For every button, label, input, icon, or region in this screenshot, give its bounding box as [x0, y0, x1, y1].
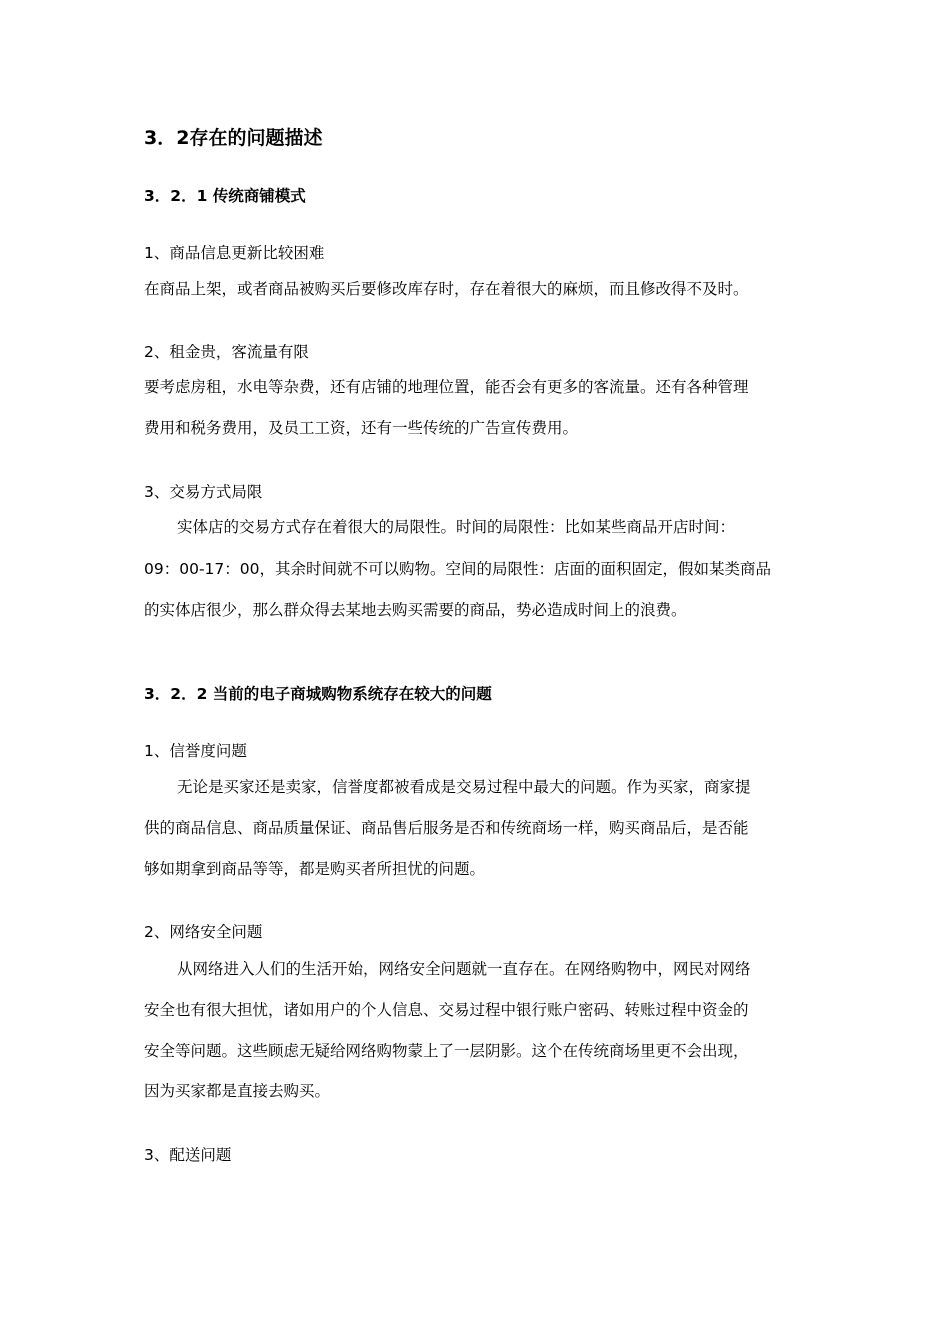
item-heading: 2、租金贵，客流量有限	[144, 343, 309, 361]
paragraph-line: 安全等问题。这些顾虑无疑给网络购物蒙上了一层阴影。这个在传统商场里更不会出现，	[144, 1042, 749, 1060]
subsection-title: 3．2．2 当前的电子商城购物系统存在较大的问题	[144, 685, 492, 703]
paragraph-line: 从网络进入人们的生活开始，网络安全问题就一直存在。在网络购物中，网民对网络	[177, 960, 751, 978]
item-heading: 3、配送问题	[144, 1146, 232, 1164]
item-heading: 1、信誉度问题	[144, 742, 247, 760]
paragraph-line: 无论是买家还是卖家，信誉度都被看成是交易过程中最大的问题。作为买家，商家提	[177, 778, 751, 796]
section-title: 3．2存在的问题描述	[144, 127, 323, 149]
item-heading: 2、网络安全问题	[144, 923, 263, 941]
paragraph-line: 实体店的交易方式存在着很大的局限性。时间的局限性：比如某些商品开店时间：	[177, 518, 736, 536]
paragraph-line: 要考虑房租，水电等杂费，还有店铺的地理位置，能否会有更多的客流量。还有各种管理	[144, 378, 749, 396]
item-heading: 3、交易方式局限	[144, 483, 263, 501]
subsection-title: 3．2．1 传统商铺模式	[144, 187, 306, 205]
paragraph-line: 费用和税务费用，及员工工资，还有一些传统的广告宣传费用。	[144, 419, 579, 437]
paragraph-line: 够如期拿到商品等等，都是购买者所担忧的问题。	[144, 860, 486, 878]
paragraph-line: 安全也有很大担忧，诸如用户的个人信息、交易过程中银行账户密码、转账过程中资金的	[144, 1001, 749, 1019]
paragraph-line: 09：00-17：00，其余时间就不可以购物。空间的局限性：店面的面积固定，假如某类商品	[144, 560, 771, 578]
paragraph-line: 的实体店很少，那么群众得去某地去购买需要的商品，势必造成时间上的浪费。	[144, 601, 687, 619]
paragraph-line: 供的商品信息、商品质量保证、商品售后服务是否和传统商场一样，购买商品后，是否能	[144, 819, 749, 837]
paragraph-line: 在商品上架，或者商品被购买后要修改库存时，存在着很大的麻烦，而且修改得不及时。	[144, 280, 749, 298]
paragraph-line: 因为买家都是直接去购买。	[144, 1082, 331, 1100]
item-heading: 1、商品信息更新比较困难	[144, 244, 325, 262]
